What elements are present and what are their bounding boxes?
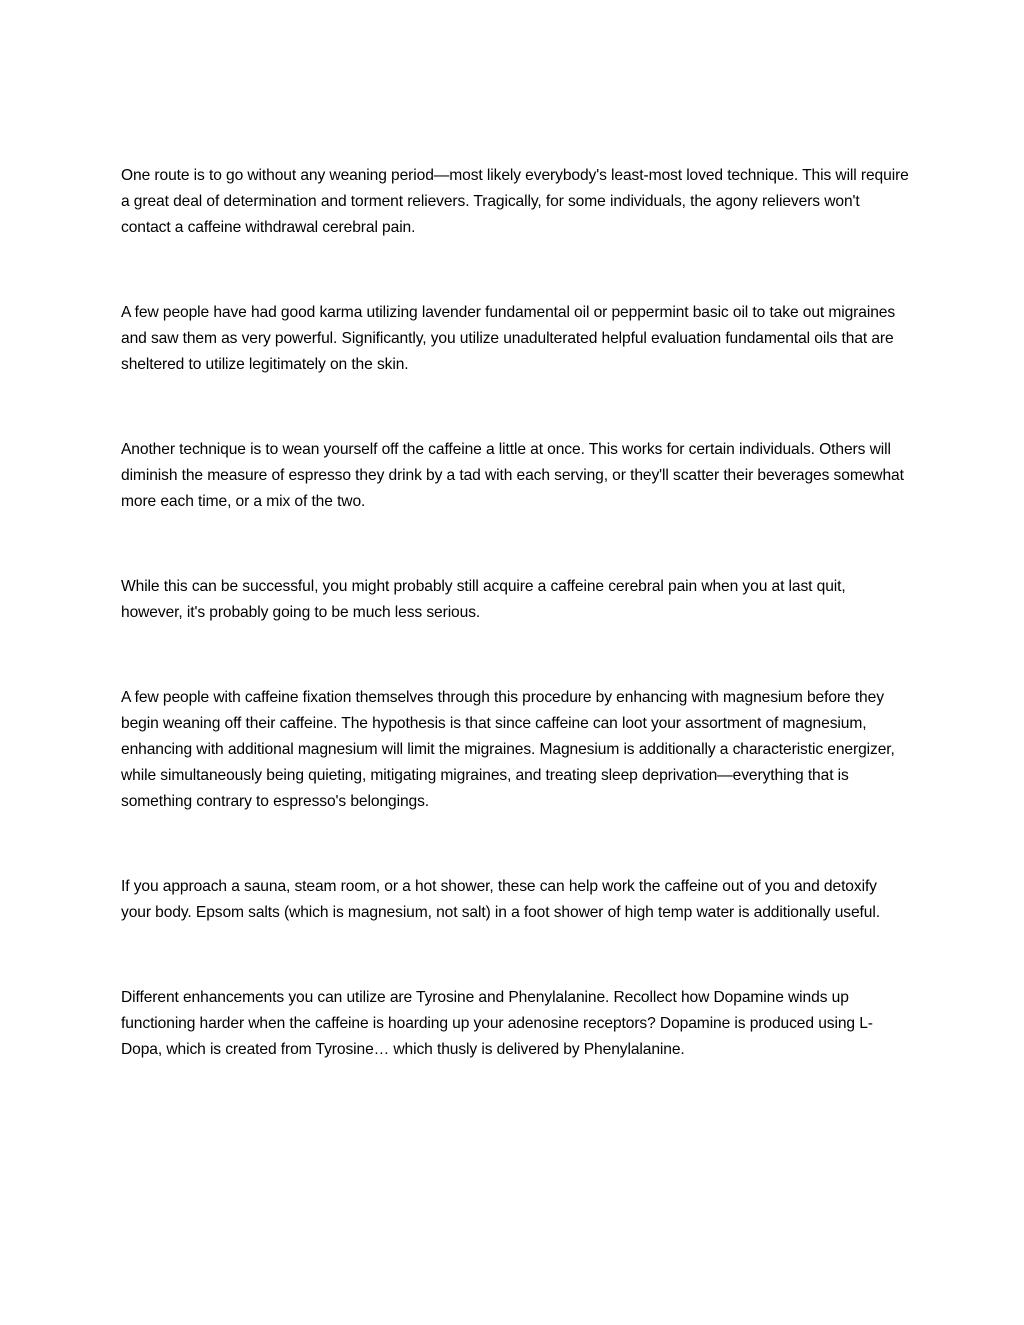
paragraph-2: A few people have had good karma utilizing lavender fundamental oil or peppermint basic oil to take out migraines and saw them as very powerful. Significantly, you utilize unadulterated helpful evaluation fundamental oils that are sheltered to utilize legitimately on the skin. [121, 304, 896, 373]
document-body [121, 163, 911, 1063]
paragraph-5: A few people with caffeine fixation themselves through this procedure by enhancing with magnesium before they begin weaning off their caffeine. The hypothesis is that since caffeine can loot your assortment of magnesium, enhancing with additional magnesium will limit the migraines. Magnesium is additionally a characteristic energizer, while simultaneously being quieting, mitigating migraines, and treating sleep deprivation—everything that is something contrary to espresso's belongings. [121, 689, 895, 810]
paragraph-3: Another technique is to wean yourself off the caffeine a little at once. This works for certain individuals. Others will diminish the measure of espresso they drink by a tad with each serving, or they'll scatter their beverages somewhat more each time, or a mix of the two. [121, 441, 904, 510]
paragraph-1: One route is to go without any weaning period—most likely everybody's least-most loved technique. This will require a great deal of determination and torment relievers. Tragically, for some individuals, the agony relievers won't contact a caffeine withdrawal cerebral pain. [121, 167, 909, 236]
paragraph-7: Different enhancements you can utilize are Tyrosine and Phenylalanine. Recollect how Dopamine winds up functioning harder when the caffeine is hoarding up your adenosine receptors? Dopamine is produced using L-Dopa, which is created from Tyrosine… which thusly is delivered by Phenylalanine. [121, 989, 873, 1058]
paragraph-4: While this can be successful, you might probably still acquire a caffeine cerebral pain when you at last quit, however, it's probably going to be much less serious. [121, 578, 846, 621]
paragraph-6: If you approach a sauna, steam room, or a hot shower, these can help work the caffeine out of you and detoxify your body. Epsom salts (which is magnesium, not salt) in a foot shower of high temp water is additionally useful. [121, 878, 880, 921]
